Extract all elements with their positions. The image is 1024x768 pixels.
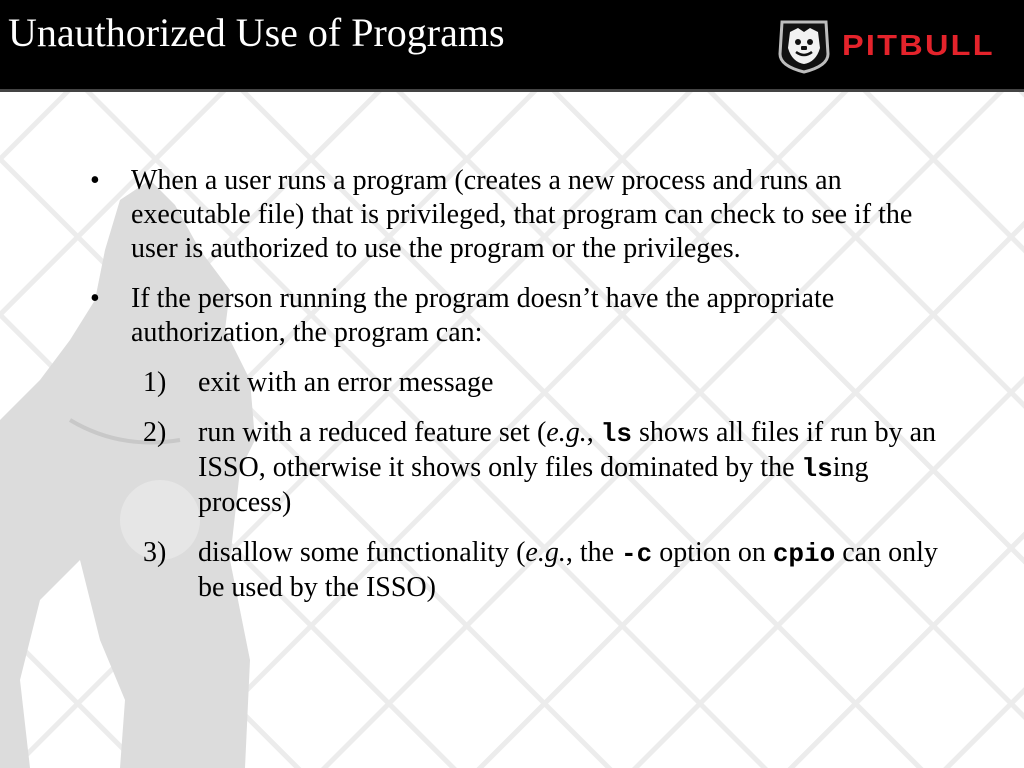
text-run: run with a reduced feature set (	[198, 417, 547, 448]
text-run: option on	[652, 537, 773, 568]
item-number: 1)	[143, 367, 167, 398]
eg-abbrev: e.g.	[525, 537, 566, 568]
bullet-text: When a user runs a program (creates a new process and runs an executable file) that is privileged, that program can check to see if the user is authorized to use the program or the privileges.	[131, 165, 913, 264]
text-run: ing process)	[198, 452, 869, 518]
bullet-item	[90, 282, 940, 350]
slide-title: Unauthorized Use of Programs	[8, 10, 505, 55]
command-ls: ls	[801, 454, 833, 484]
text-run: can only be used by the ISSO)	[198, 537, 938, 603]
title-bar	[0, 0, 1024, 92]
logo-wordmark: PITBULL	[842, 30, 995, 62]
slide-body	[90, 164, 940, 621]
text-run: ,	[586, 417, 601, 448]
numbered-item	[90, 536, 940, 605]
text-run: disallow some functionality (	[198, 537, 526, 568]
bullet-item	[90, 164, 940, 266]
bullet-mark: •	[90, 165, 100, 196]
command-ls: ls	[600, 419, 632, 449]
item-text: exit with an error message	[198, 367, 494, 398]
command-cpio: cpio	[772, 539, 836, 569]
item-number: 3)	[143, 537, 167, 568]
pitbull-logo	[776, 18, 1010, 74]
text-run: , the	[565, 537, 622, 568]
eg-abbrev: e.g.	[546, 417, 587, 448]
text-run: shows all files if run by an ISSO, otherwise it shows only files dominated by the	[198, 417, 936, 483]
item-text	[198, 416, 940, 520]
item-text	[198, 536, 940, 605]
option-c: -c	[621, 539, 653, 569]
numbered-item	[90, 416, 940, 520]
bullet-mark: •	[90, 283, 100, 314]
bulldog-shield-icon	[776, 18, 832, 74]
bullet-text: If the person running the program doesn’t have the appropriate authorization, the program can:	[131, 283, 835, 348]
numbered-item	[90, 366, 940, 400]
item-number: 2)	[143, 417, 167, 448]
